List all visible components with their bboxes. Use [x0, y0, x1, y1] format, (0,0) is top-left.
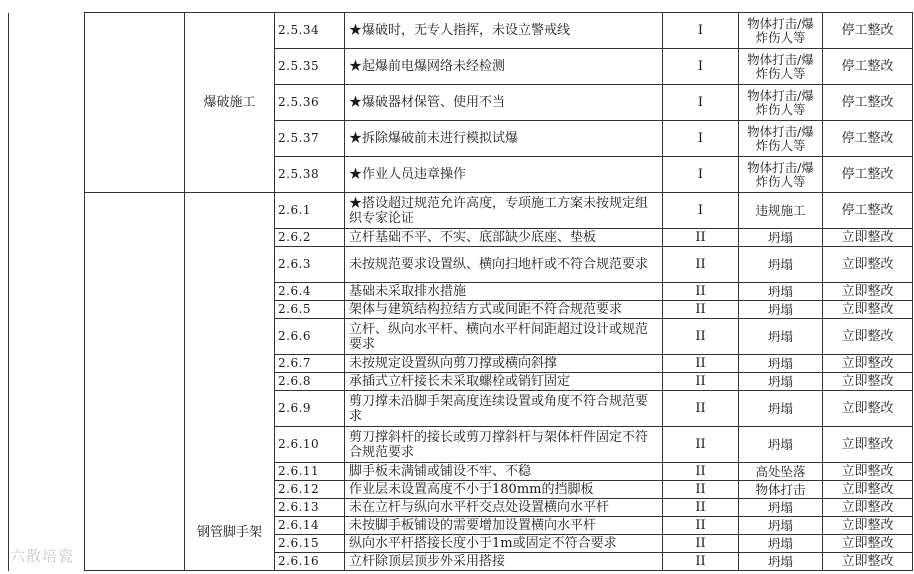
item-code: 2.5.34	[275, 13, 345, 49]
blank-cell	[85, 193, 185, 571]
risk-type: 坍塌	[739, 229, 823, 247]
item-code: 2.6.7	[275, 355, 345, 373]
action-required: 立即整改	[823, 499, 913, 517]
item-code: 2.6.2	[275, 229, 345, 247]
item-description: ★搭设超过规范允许高度，专项施工方案未按规定组织专家论证	[345, 193, 663, 229]
risk-type: 坍塌	[739, 283, 823, 301]
risk-type: 高处坠落	[739, 463, 823, 481]
item-code: 2.5.36	[275, 85, 345, 121]
item-description: 立杆除顶层顶步外采用搭接	[345, 553, 663, 571]
item-description: 未在立杆与纵向水平杆交点处设置横向水平杆	[345, 499, 663, 517]
risk-type: 物体打击/爆炸伤人等	[739, 13, 823, 49]
item-code: 2.5.37	[275, 121, 345, 157]
action-required: 立即整改	[823, 463, 913, 481]
item-description: 作业层未设置高度不小于180mm的挡脚板	[345, 481, 663, 499]
risk-level: II	[663, 535, 739, 553]
risk-level: I	[663, 193, 739, 229]
item-description: 剪刀撑未沿脚手架高度连续设置或角度不符合规范要求	[345, 391, 663, 427]
action-required: 立即整改	[823, 481, 913, 499]
item-description: 基础未采取排水措施	[345, 283, 663, 301]
item-description: 脚手板未满铺或铺设不牢、不稳	[345, 463, 663, 481]
risk-type: 坍塌	[739, 499, 823, 517]
item-description: 立杆、纵向水平杆、横向水平杆间距超过设计或规范要求	[345, 319, 663, 355]
action-required: 立即整改	[823, 391, 913, 427]
risk-level: II	[663, 427, 739, 463]
item-code: 2.6.16	[275, 553, 345, 571]
item-code: 2.6.11	[275, 463, 345, 481]
action-required: 停工整改	[823, 85, 913, 121]
risk-level: I	[663, 157, 739, 193]
risk-level: II	[663, 355, 739, 373]
item-code: 2.5.38	[275, 157, 345, 193]
risk-level: II	[663, 463, 739, 481]
risk-level: II	[663, 301, 739, 319]
category-cell: 钢管脚手架	[185, 193, 275, 571]
item-description: 未按规范要求设置纵、横向扫地杆或不符合规范要求	[345, 247, 663, 283]
action-required: 停工整改	[823, 157, 913, 193]
action-required: 立即整改	[823, 247, 913, 283]
action-required: 停工整改	[823, 49, 913, 85]
risk-type: 物体打击/爆炸伤人等	[739, 157, 823, 193]
risk-type: 坍塌	[739, 319, 823, 355]
action-required: 立即整改	[823, 355, 913, 373]
item-description: ★起爆前电爆网络未经检测	[345, 49, 663, 85]
item-description: 剪刀撑斜杆的接长或剪刀撑斜杆与架体杆件固定不符合规范要求	[345, 427, 663, 463]
item-code: 2.6.9	[275, 391, 345, 427]
item-code: 2.6.13	[275, 499, 345, 517]
table-row	[9, 193, 913, 229]
item-description: 未按脚手板铺设的需要增加设置横向水平杆	[345, 517, 663, 535]
risk-level: I	[663, 49, 739, 85]
item-code: 2.6.8	[275, 373, 345, 391]
item-code: 2.6.4	[275, 283, 345, 301]
blank-cell	[9, 13, 85, 571]
risk-level: II	[663, 229, 739, 247]
risk-level: II	[663, 373, 739, 391]
watermark: 六散培瓷	[10, 547, 75, 565]
risk-type: 物体打击/爆炸伤人等	[739, 49, 823, 85]
item-description: 未按规定设置纵向剪刀撑或横向斜撑	[345, 355, 663, 373]
hazard-table	[8, 12, 913, 571]
item-description: ★拆除爆破前未进行模拟试爆	[345, 121, 663, 157]
action-required: 立即整改	[823, 283, 913, 301]
item-code: 2.6.12	[275, 481, 345, 499]
item-code: 2.6.10	[275, 427, 345, 463]
item-code: 2.5.35	[275, 49, 345, 85]
action-required: 立即整改	[823, 535, 913, 553]
action-required: 立即整改	[823, 517, 913, 535]
risk-type: 坍塌	[739, 301, 823, 319]
item-description: ★爆破时，无专人指挥，未设立警戒线	[345, 13, 663, 49]
risk-level: II	[663, 499, 739, 517]
item-code: 2.6.6	[275, 319, 345, 355]
action-required: 立即整改	[823, 319, 913, 355]
risk-type: 坍塌	[739, 535, 823, 553]
risk-type: 坍塌	[739, 391, 823, 427]
risk-level: II	[663, 481, 739, 499]
category-cell: 爆破施工	[185, 13, 275, 193]
risk-type: 坍塌	[739, 553, 823, 571]
risk-level: II	[663, 283, 739, 301]
item-code: 2.6.1	[275, 193, 345, 229]
risk-type: 物体打击	[739, 481, 823, 499]
risk-level: I	[663, 121, 739, 157]
item-description: ★爆破器材保管、使用不当	[345, 85, 663, 121]
item-description: 立杆基础不平、不实、底部缺少底座、垫板	[345, 229, 663, 247]
action-required: 立即整改	[823, 427, 913, 463]
action-required: 立即整改	[823, 553, 913, 571]
item-description: 架体与建筑结构拉结方式或间距不符合规范要求	[345, 301, 663, 319]
item-description: 承插式立杆接长未采取螺栓或销钉固定	[345, 373, 663, 391]
item-code: 2.6.3	[275, 247, 345, 283]
risk-level: II	[663, 247, 739, 283]
risk-type: 物体打击/爆炸伤人等	[739, 85, 823, 121]
item-description: 纵向水平杆搭接长度小于1m或固定不符合要求	[345, 535, 663, 553]
action-required: 立即整改	[823, 301, 913, 319]
risk-type: 坍塌	[739, 355, 823, 373]
risk-type: 坍塌	[739, 373, 823, 391]
risk-level: II	[663, 319, 739, 355]
blank-cell	[85, 13, 185, 193]
action-required: 停工整改	[823, 13, 913, 49]
item-description: ★作业人员违章操作	[345, 157, 663, 193]
risk-level: II	[663, 391, 739, 427]
risk-type: 坍塌	[739, 247, 823, 283]
risk-level: I	[663, 13, 739, 49]
risk-type: 物体打击/爆炸伤人等	[739, 121, 823, 157]
action-required: 立即整改	[823, 229, 913, 247]
item-code: 2.6.15	[275, 535, 345, 553]
risk-type: 坍塌	[739, 427, 823, 463]
risk-level: I	[663, 85, 739, 121]
risk-type: 违规施工	[739, 193, 823, 229]
action-required: 停工整改	[823, 193, 913, 229]
risk-level: II	[663, 553, 739, 571]
action-required: 立即整改	[823, 373, 913, 391]
table-row	[9, 13, 913, 49]
risk-level: II	[663, 517, 739, 535]
item-code: 2.6.5	[275, 301, 345, 319]
risk-type: 坍塌	[739, 517, 823, 535]
action-required: 停工整改	[823, 121, 913, 157]
item-code: 2.6.14	[275, 517, 345, 535]
